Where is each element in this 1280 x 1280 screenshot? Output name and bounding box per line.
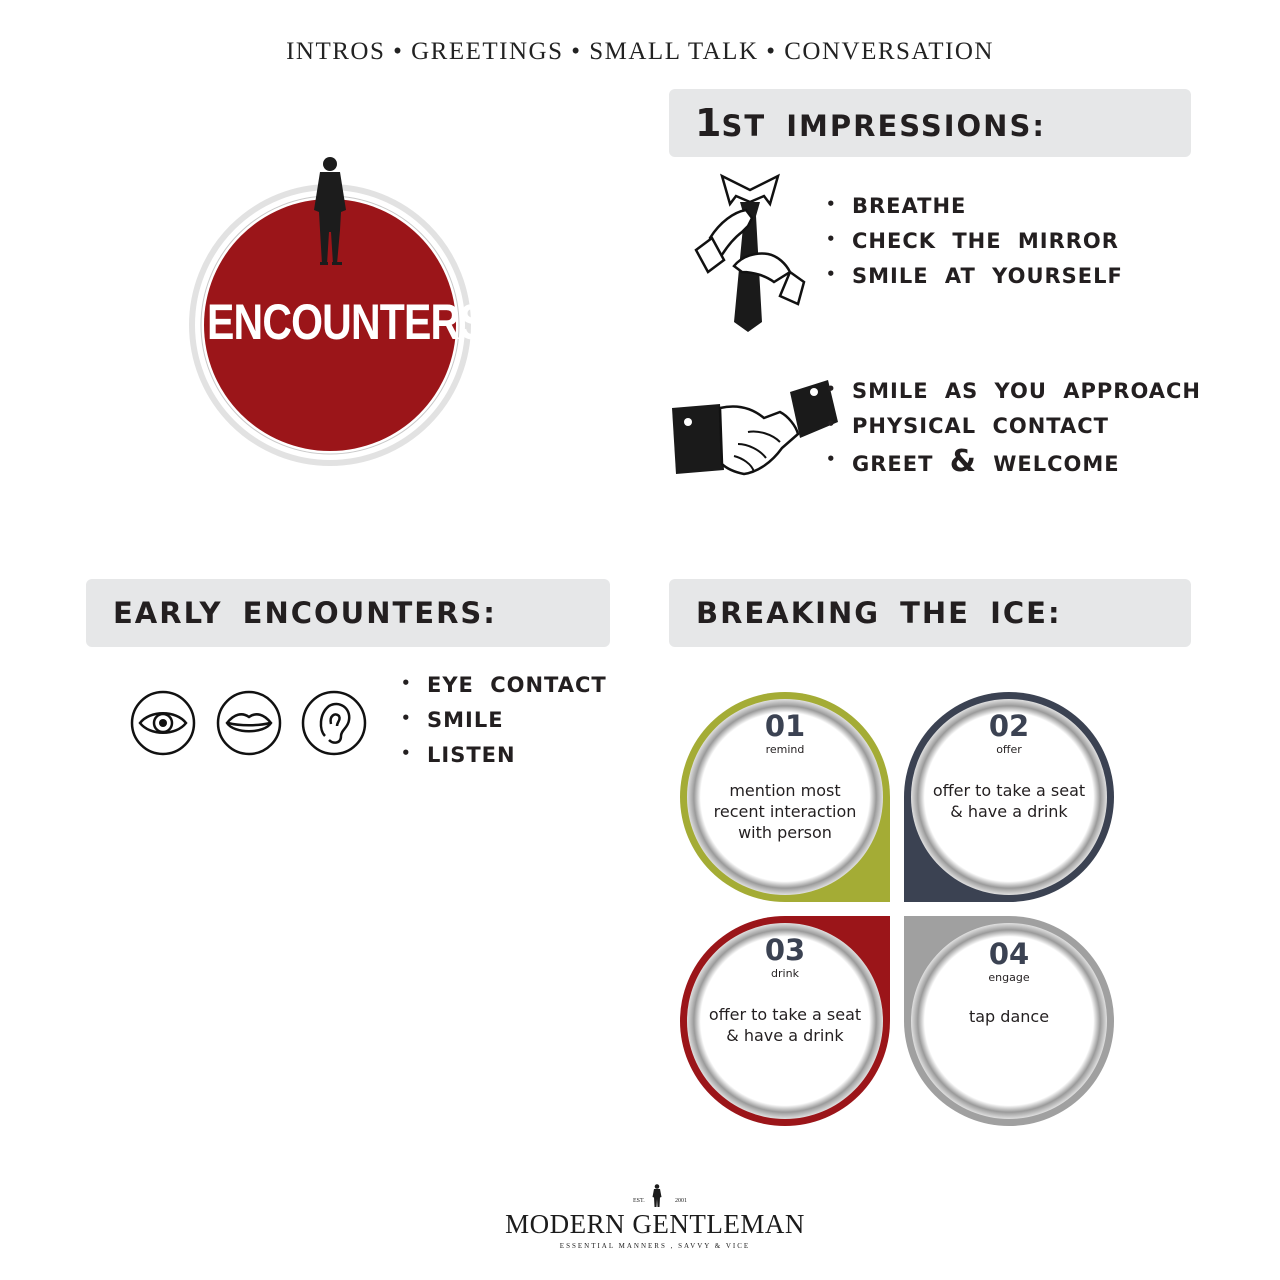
first-impressions-title xyxy=(695,99,1046,147)
list-item: • SMILE AT YOURSELF xyxy=(826,259,1123,294)
footer-brand-name: MODERN GENTLEMAN xyxy=(505,1209,805,1239)
emblem-title: ENCOUNTERS xyxy=(207,294,486,350)
footer-year: 2001 xyxy=(675,1198,687,1204)
ice-card-line: & have a drink xyxy=(950,802,1068,821)
early-encounters-title: EARLY ENCOUNTERS: xyxy=(113,596,497,630)
ice-card-subtitle: offer xyxy=(996,743,1022,756)
ear-icon xyxy=(301,690,367,756)
first-impressions-title-text: ST IMPRESSIONS: xyxy=(721,109,1046,143)
list-item: • SMILE xyxy=(401,703,607,738)
ice-card-body xyxy=(924,780,1094,822)
footer-logo xyxy=(490,1184,805,1254)
encounters-emblem xyxy=(180,150,486,470)
first-impressions-list-1 xyxy=(826,189,1123,294)
ice-card-line: & have a drink xyxy=(726,1026,844,1045)
ampersand: & xyxy=(949,444,977,479)
ice-card-line: recent interaction xyxy=(713,802,857,821)
tie-hands-icon xyxy=(690,172,815,334)
first-impressions-list-2 xyxy=(826,374,1201,479)
early-encounters-list xyxy=(401,668,607,773)
ice-card-line: offer to take a seat xyxy=(932,781,1086,800)
ice-card-number: 02 xyxy=(988,709,1030,743)
ice-card-line: mention most xyxy=(729,781,841,800)
ice-card-line: offer to take a seat xyxy=(708,1005,862,1024)
ice-card-2 xyxy=(924,709,1094,822)
list-item: • PHYSICAL CONTACT xyxy=(826,409,1201,444)
list-item: • CHECK THE MIRROR xyxy=(826,224,1123,259)
breaking-ice-title: BREAKING THE ICE: xyxy=(696,596,1062,630)
ice-card-body xyxy=(700,780,870,843)
ice-card-3 xyxy=(700,933,870,1046)
ice-card-subtitle: drink xyxy=(771,967,799,980)
ice-card-number: 01 xyxy=(764,709,806,743)
welcome-text: WELCOME xyxy=(993,452,1120,476)
ice-card-subtitle: remind xyxy=(765,743,805,756)
list-item: • BREATHE xyxy=(826,189,1123,224)
gentleman-logo-icon xyxy=(652,1184,662,1208)
ice-card-line: tap dance xyxy=(968,1007,1050,1026)
ice-card-number: 04 xyxy=(988,937,1030,971)
footer-est: EST. xyxy=(633,1198,645,1204)
footer-slogan: ESSENTIAL MANNERS , SAVVY & VICE xyxy=(559,1242,751,1250)
ice-card-line: with person xyxy=(738,823,832,842)
greet-text: GREET xyxy=(852,452,934,476)
list-item: • EYE CONTACT xyxy=(401,668,607,703)
lips-icon xyxy=(216,690,282,756)
ice-card-1 xyxy=(700,709,870,843)
list-item xyxy=(826,444,1201,479)
ice-card-number: 03 xyxy=(764,933,806,967)
ice-card-body xyxy=(700,1004,870,1046)
handshake-icon xyxy=(668,372,840,480)
ice-card-subtitle: engage xyxy=(988,971,1030,984)
list-item: • SMILE AS YOU APPROACH xyxy=(826,374,1201,409)
ice-card-body xyxy=(924,1006,1094,1027)
header-tagline: INTROS • GREETINGS • SMALL TALK • CONVERSATION xyxy=(286,38,994,65)
list-item: • LISTEN xyxy=(401,738,607,773)
first-impressions-title-number: 1 xyxy=(695,101,722,145)
eye-icon xyxy=(130,690,196,756)
ice-card-4 xyxy=(924,937,1094,1027)
